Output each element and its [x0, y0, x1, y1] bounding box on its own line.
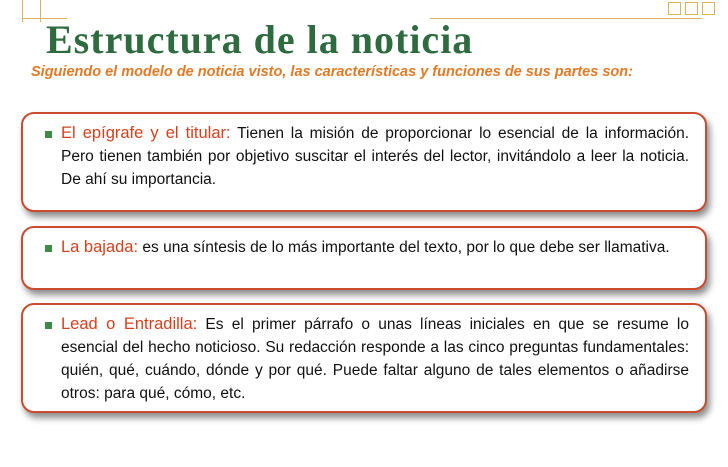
term-label: La bajada: — [61, 238, 139, 256]
bullet-text — [61, 122, 689, 191]
bullet-text — [61, 236, 689, 259]
content-box-bajada — [21, 226, 707, 290]
bullet-item — [23, 305, 705, 405]
term-label: El epígrafe y el titular: — [61, 124, 231, 142]
bullet-item — [23, 114, 705, 191]
term-description: Tienen la misión de proporcionar lo esencial de la información. Pero tienen también por objetivo suscitar el interés del lector, invitándolo a leer la noticia. De ahí su importancia. — [61, 125, 689, 188]
slide-title: Estructura de la noticia — [46, 17, 474, 62]
bullet-item — [23, 228, 705, 259]
square-bullet-icon — [45, 245, 52, 252]
term-description: Es el primer párrafo o unas líneas iniciales en que se resume lo esencial del hecho noticioso. Su redacción responde a las cinco preguntas fundamentales: quién, qué, cuándo, dónde y por qué. Puede faltar alguno de tales elementos o añadirse otros: para qué, cómo, etc. — [61, 316, 689, 402]
slide-subtitle: Siguiendo el modelo de noticia visto, las características y funciones de sus partes son: — [31, 64, 633, 80]
term-label: Lead o Entradilla: — [61, 315, 198, 333]
content-box-epigrafe — [21, 112, 707, 212]
decorative-square — [702, 2, 715, 15]
decorative-square — [685, 2, 698, 15]
bullet-text — [61, 313, 689, 405]
content-box-lead — [21, 303, 707, 413]
term-description: es una síntesis de lo más importante del texto, por lo que debe ser llamativa. — [142, 239, 670, 256]
square-bullet-icon — [45, 131, 52, 138]
square-bullet-icon — [45, 322, 52, 329]
decorative-square — [668, 2, 681, 15]
